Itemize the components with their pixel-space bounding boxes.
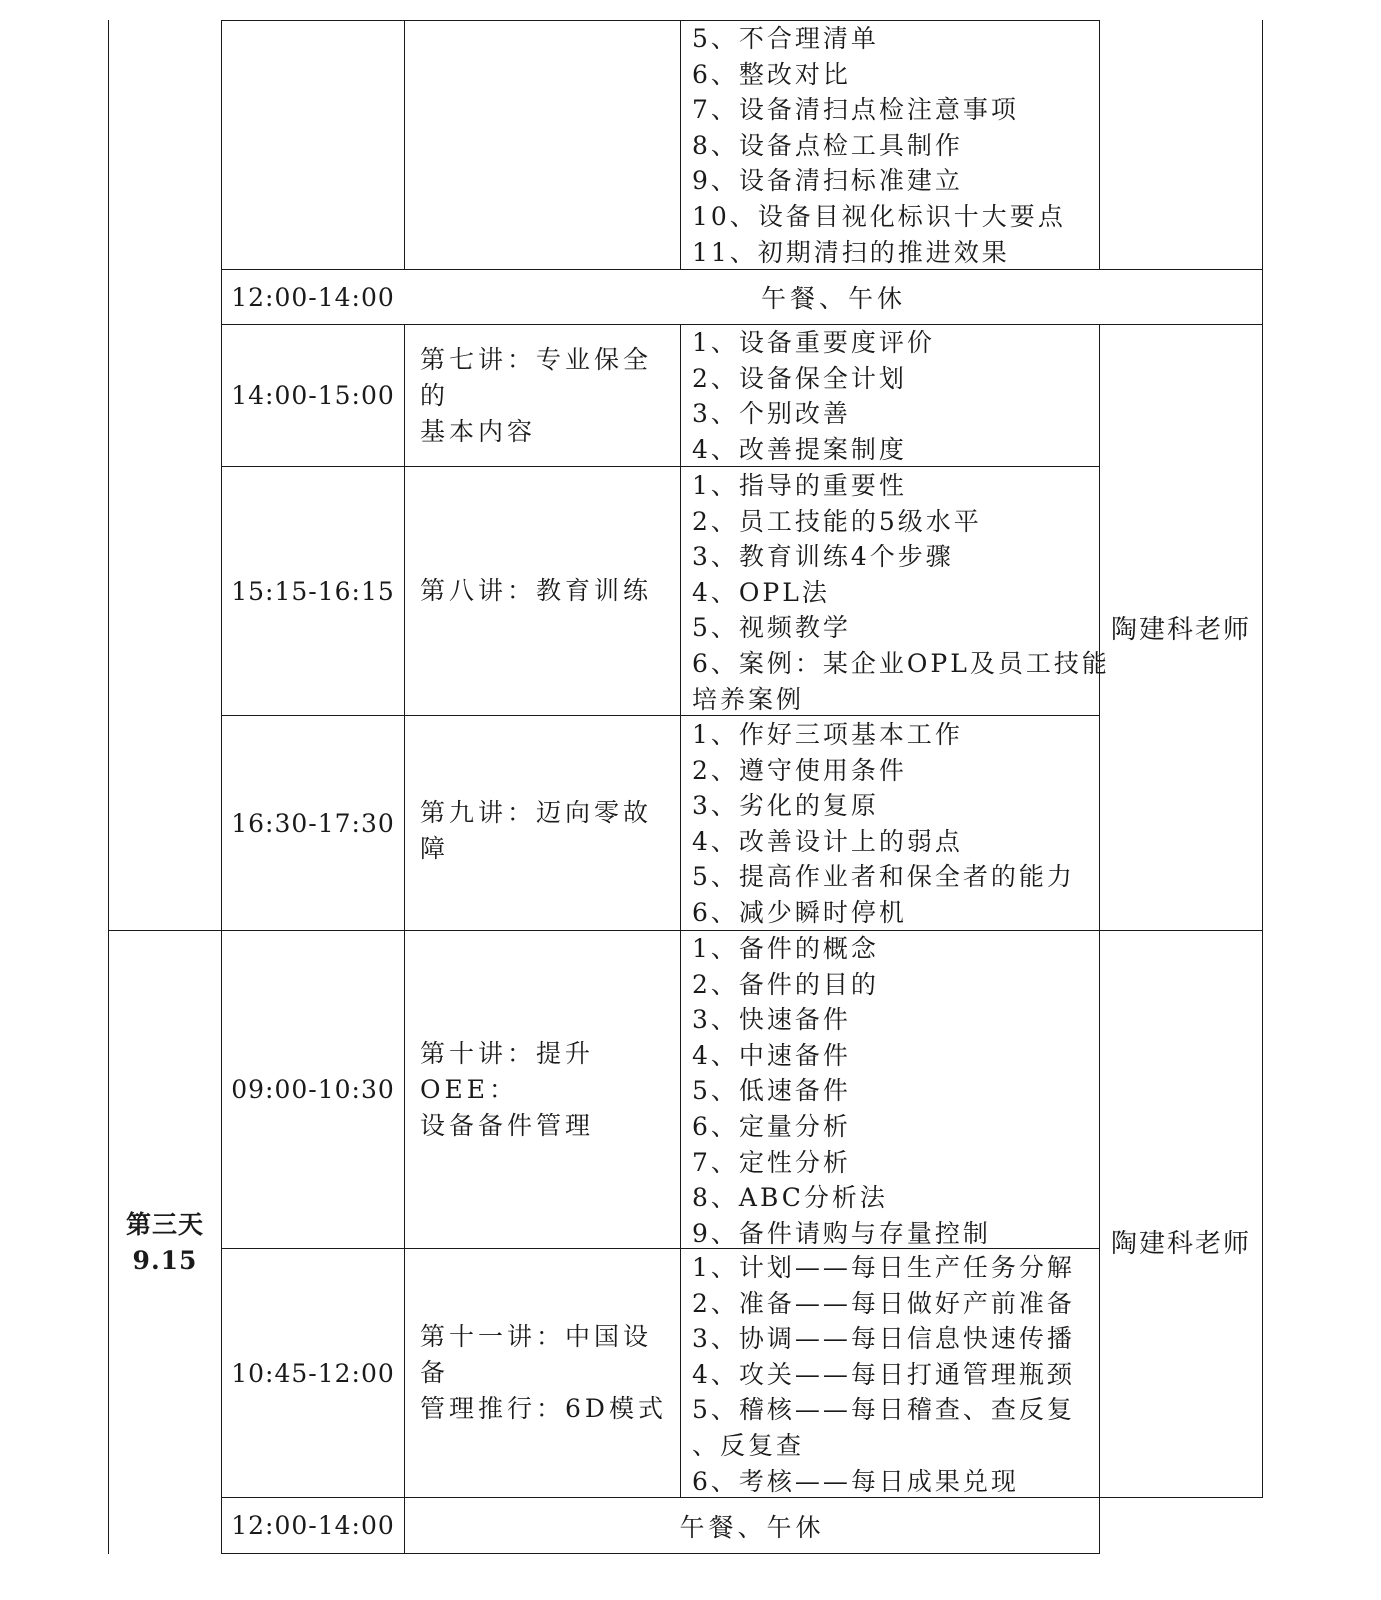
list-item: 10、设备目视化标识十大要点 [692, 201, 1066, 231]
list-item: 8、ABC分析法 [692, 1183, 888, 1213]
session-content-list [692, 931, 991, 1251]
list-item: 9、设备清扫标准建立 [692, 166, 963, 196]
list-item: 1、计划——每日生产任务分解 [692, 1253, 1075, 1282]
break-label: 午餐、午休 [760, 284, 906, 313]
column-divider [404, 20, 405, 270]
teacher-name: 陶建科老师 [1110, 1228, 1251, 1259]
session-content-list [692, 468, 1110, 717]
list-item: 、反复查 [692, 1430, 805, 1460]
list-item: 3、劣化的复原 [692, 791, 879, 821]
session-time: 09:00-10:30 [231, 1075, 395, 1104]
list-item: 2、员工技能的5级水平 [692, 506, 982, 536]
session-topic: 第九讲：迈向零故障 [420, 798, 653, 863]
list-item: 4、攻关——每日打通管理瓶颈 [692, 1359, 1075, 1389]
list-item: 1、设备重要度评价 [692, 328, 935, 357]
list-item: 6、整改对比 [692, 59, 851, 89]
list-item: 3、协调——每日信息快速传播 [692, 1324, 1075, 1354]
list-item: 3、个别改善 [692, 399, 851, 429]
list-item: 6、减少瞬时停机 [692, 897, 907, 927]
column-divider [680, 324, 681, 1498]
day-date: 9.15 [132, 1245, 198, 1275]
session-topic: 第七讲：专业保全的 基本内容 [420, 344, 653, 446]
list-item: 4、中速备件 [692, 1040, 851, 1070]
list-item: 1、作好三项基本工作 [692, 720, 963, 749]
table-border-right [1262, 20, 1263, 1498]
break-label: 午餐、午休 [679, 1512, 825, 1542]
list-item: 1、备件的概念 [692, 934, 879, 963]
day-label [109, 931, 221, 1554]
session-time: 12:00-14:00 [231, 1511, 395, 1540]
list-item: 4、OPL法 [692, 577, 830, 607]
list-item: 1、指导的重要性 [692, 471, 907, 500]
list-item: 培养案例 [692, 684, 805, 714]
list-item: 5、稽核——每日稽查、查反复 [692, 1395, 1075, 1425]
session-time: 12:00-14:00 [231, 282, 395, 312]
session-content-list [692, 21, 1066, 270]
list-item: 2、准备——每日做好产前准备 [692, 1288, 1075, 1318]
list-item: 6、考核——每日成果兑现 [692, 1466, 1019, 1496]
list-item: 11、初期清扫的推进效果 [692, 237, 1010, 267]
session-content-list [692, 717, 1075, 931]
session-content-list [692, 1250, 1075, 1499]
list-item: 5、不合理清单 [692, 24, 879, 53]
list-item: 2、设备保全计划 [692, 363, 907, 393]
column-divider [680, 20, 681, 270]
list-item: 2、遵守使用条件 [692, 755, 907, 785]
list-item: 4、改善设计上的弱点 [692, 826, 963, 856]
list-item: 5、提高作业者和保全者的能力 [692, 862, 1075, 892]
list-item: 4、改善提案制度 [692, 434, 907, 464]
list-item: 2、备件的目的 [692, 969, 879, 999]
day-name: 第三天 [125, 1209, 204, 1239]
list-item: 5、低速备件 [692, 1076, 851, 1106]
session-time: 14:00-15:00 [231, 381, 395, 410]
table-border-bottom [221, 1553, 1100, 1554]
list-item: 3、教育训练4个步骤 [692, 542, 954, 572]
list-item: 7、设备清扫点检注意事项 [692, 95, 1019, 125]
teacher-name: 陶建科老师 [1110, 615, 1251, 645]
session-topic: 第八讲：教育训练 [420, 576, 653, 605]
session-time: 10:45-12:00 [231, 1358, 395, 1388]
list-item: 5、视频教学 [692, 613, 851, 643]
session-topic: 第十一讲：中国设备 管理推行：6D模式 [420, 1322, 667, 1423]
list-item: 8、设备点检工具制作 [692, 130, 963, 160]
session-time: 15:15-16:15 [231, 576, 395, 606]
session-topic: 第十讲：提升OEE： 设备备件管理 [420, 1038, 595, 1140]
list-item: 6、定量分析 [692, 1111, 851, 1141]
session-time: 16:30-17:30 [231, 808, 395, 838]
list-item: 7、定性分析 [692, 1147, 851, 1177]
session-content-list [692, 325, 935, 467]
list-item: 9、备件请购与存量控制 [692, 1218, 991, 1248]
list-item: 6、案例：某企业OPL及员工技能 [692, 648, 1110, 678]
column-divider [1099, 20, 1100, 270]
list-item: 3、快速备件 [692, 1005, 851, 1035]
